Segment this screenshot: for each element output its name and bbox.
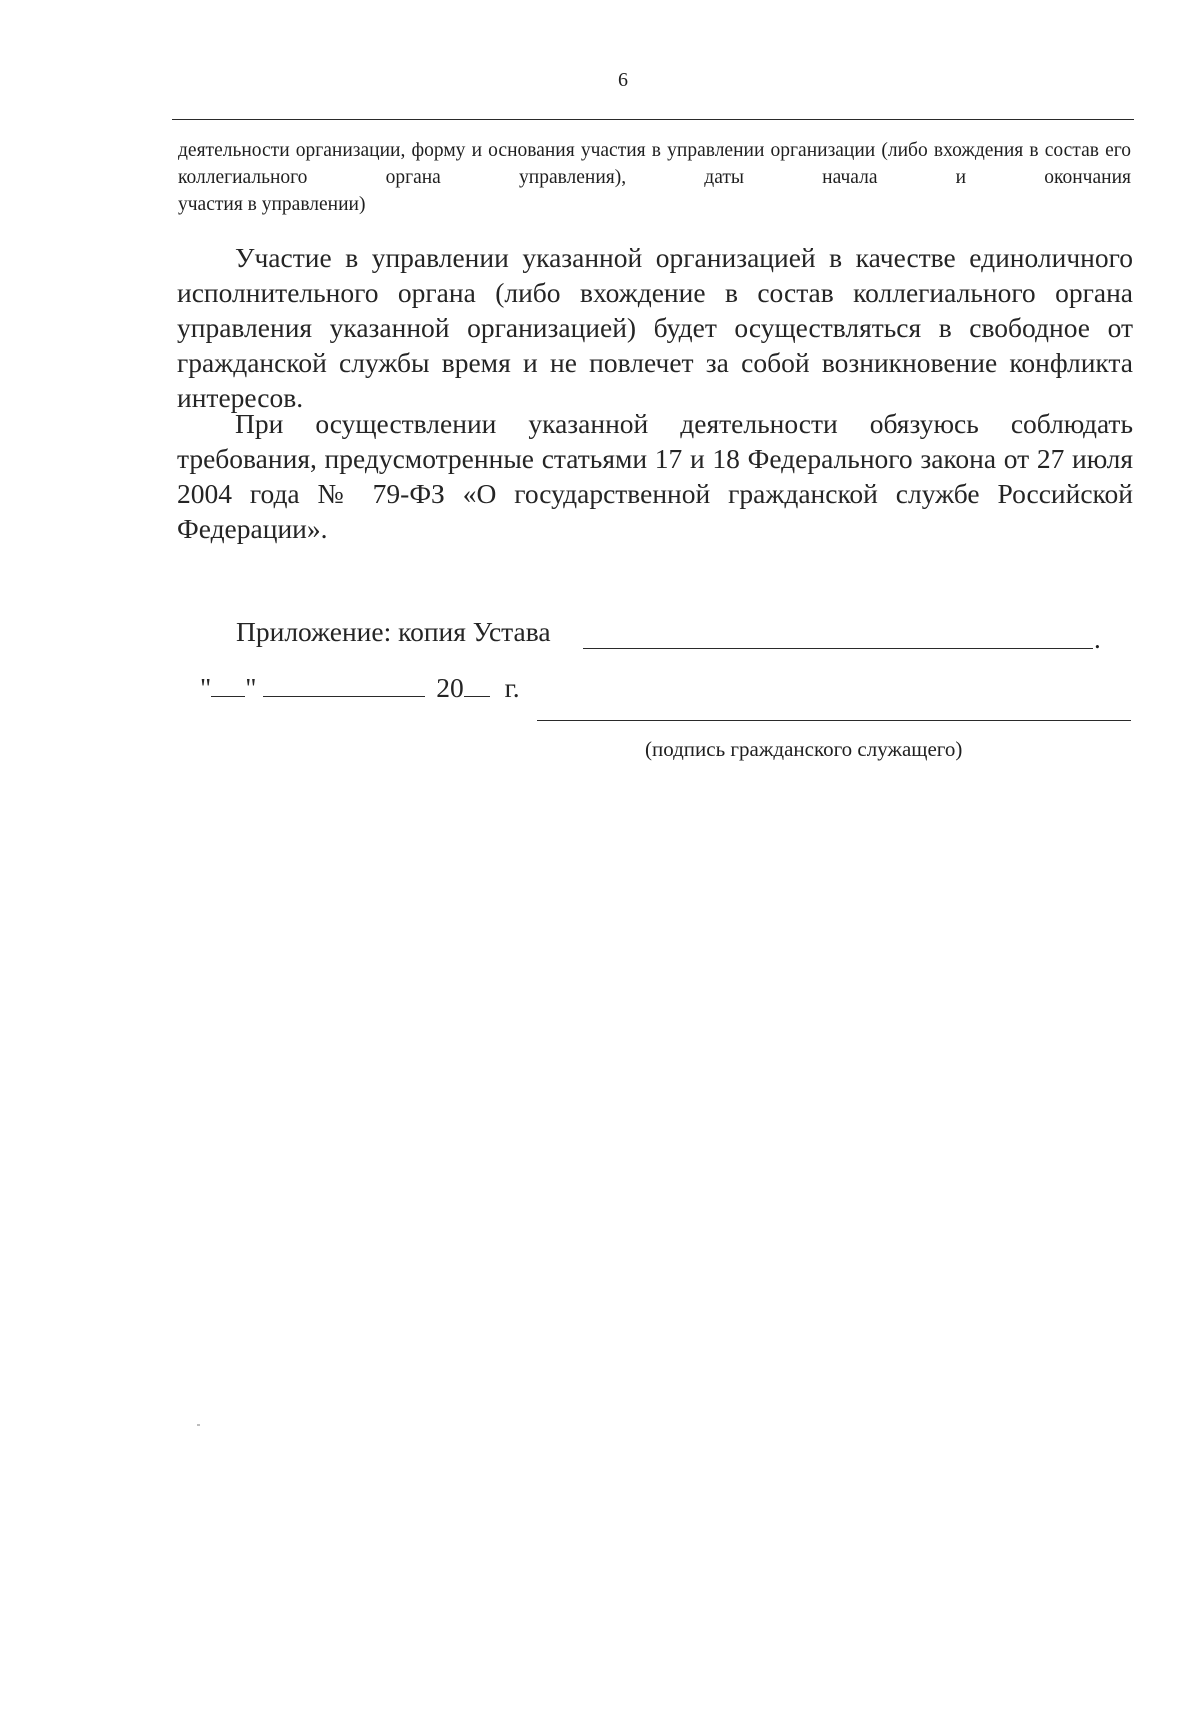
- signature-line: [537, 720, 1131, 721]
- year-prefix: 20: [436, 672, 464, 703]
- date-row: [200, 670, 520, 705]
- year-blank: [464, 672, 490, 697]
- attachment-blank-line: [583, 648, 1093, 649]
- day-blank: [211, 672, 245, 697]
- page-number: 6: [618, 69, 628, 91]
- attachment-end-mark: .: [1094, 624, 1101, 654]
- month-blank: [263, 672, 425, 697]
- date-open-quote: ": [200, 672, 212, 703]
- attachment-label: Приложение: копия Устава: [236, 616, 551, 647]
- footnote-text: деятельности организации, форму и основания участия в управлении организации (либо вхождения в состав его коллегиального органа управления), даты начала и окончания: [178, 140, 1131, 188]
- signature-caption: (подпись гражданского служащего): [645, 737, 963, 761]
- footnote-last-line: участия в управлении): [178, 194, 366, 215]
- scan-speck: [197, 1424, 200, 1426]
- date-close-quote: ": [245, 672, 257, 703]
- top-rule: [172, 119, 1134, 120]
- footnote: [178, 137, 1131, 218]
- paragraph-obligation: При осуществлении указанной деятельности обязуюсь соблюдать требования, предусмотренные статьями 17 и 18 Федерального закона от 27 июля 2004 года № 79-ФЗ «О государственной гражданской службе Российской Федерации».: [177, 408, 1133, 544]
- year-suffix: г.: [504, 672, 520, 703]
- paragraph-participation: Участие в управлении указанной организацией в качестве единоличного исполнительного органа (либо вхождение в состав коллегиального органа управления указанной организацией) будет осуществляться в свободное от гражданской службы время и не повлечет за собой возникновение конфликта интересов.: [177, 242, 1133, 413]
